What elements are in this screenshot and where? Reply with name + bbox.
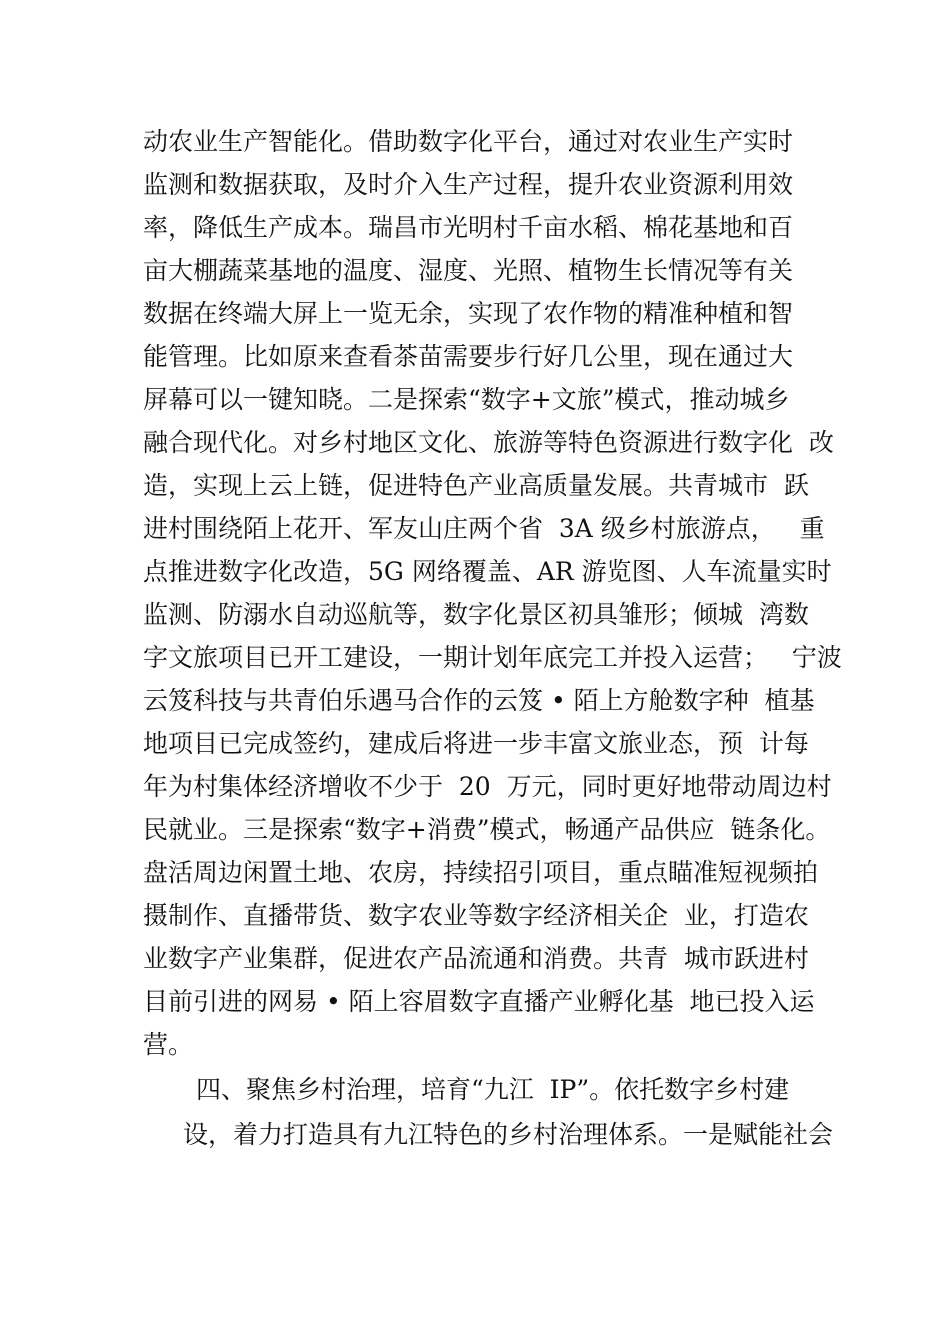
paragraph-line-6: 能管理。比如原来查看茶苗需要步行好几公里，现在通过大 (143, 342, 794, 371)
paragraph-line-7: 屏幕可以一键知晓。二是探索“数字+文旅”模式，推动城乡 (143, 385, 790, 414)
paragraph-line-21: 目前引进的网易 • 陌上容眉数字直播产业孵化基 地已投入运 (143, 987, 815, 1016)
paragraph-line-12: 监测、防溺水自动巡航等，数字化景区初具雏形；倾城 湾数 (143, 600, 809, 629)
paragraph-line-2: 监测和数据获取，及时介入生产过程，提升农业资源利用效 (143, 170, 794, 199)
paragraph-line-16: 年为村集体经济增收不少于 20 万元，同时更好地带动周边村 (143, 772, 832, 801)
paragraph-line-18: 盘活周边闲置土地、农房，持续招引项目，重点瞄准短视频拍 (143, 858, 819, 887)
paragraph-line-11: 点推进数字化改造，5G 网络覆盖、AR 游览图、人车流量实时 (143, 557, 832, 586)
paragraph-line-17: 民就业。三是探索“数字+消费”模式，畅通产品供应 链条化。 (143, 815, 831, 844)
paragraph-line-15: 地项目已完成签约，建成后将进一步丰富文旅业态，预 计每 (143, 729, 809, 758)
paragraph-line-19: 摄制作、直播带货、数字农业等数字经济相关企 业，打造农 (143, 901, 809, 930)
paragraph-line-13: 字文旅项目已开工建设，一期计划年底完工并投入运营； 宁波 (143, 643, 842, 672)
paragraph-line-20: 业数字产业集群，促进农产品流通和消费。共青 城市跃进村 (143, 944, 809, 973)
paragraph-line-14: 云笈科技与共青伯乐遇马合作的云笈 • 陌上方舱数字种 植基 (143, 686, 815, 715)
paragraph-line-1: 动农业生产智能化。借助数字化平台，通过对农业生产实时 (143, 127, 794, 156)
paragraph-line-4: 亩大棚蔬菜基地的温度、湿度、光照、植物生长情况等有关 (143, 256, 794, 285)
paragraph-line-22: 营。 (143, 1030, 194, 1059)
paragraph-line-24: 设，着力打造具有九江特色的乡村治理体系。一是赋能社会 (183, 1120, 834, 1149)
paragraph-line-3: 率，降低生产成本。瑞昌市光明村千亩水稻、棉花基地和百 (143, 213, 794, 242)
section-heading-line: 四、聚焦乡村治理，培育“九江 IP”。依托数字乡村建 (196, 1075, 790, 1104)
paragraph-line-8: 融合现代化。对乡村地区文化、旅游等特色资源进行数字化 改 (143, 428, 834, 457)
paragraph-line-10: 进村围绕陌上花开、军友山庄两个省 3A 级乡村旅游点， 重 (143, 514, 825, 543)
paragraph-line-5: 数据在终端大屏上一览无余，实现了农作物的精准种植和智 (143, 299, 794, 328)
paragraph-line-9: 造，实现上云上链，促进特色产业高质量发展。共青城市 跃 (143, 471, 809, 500)
